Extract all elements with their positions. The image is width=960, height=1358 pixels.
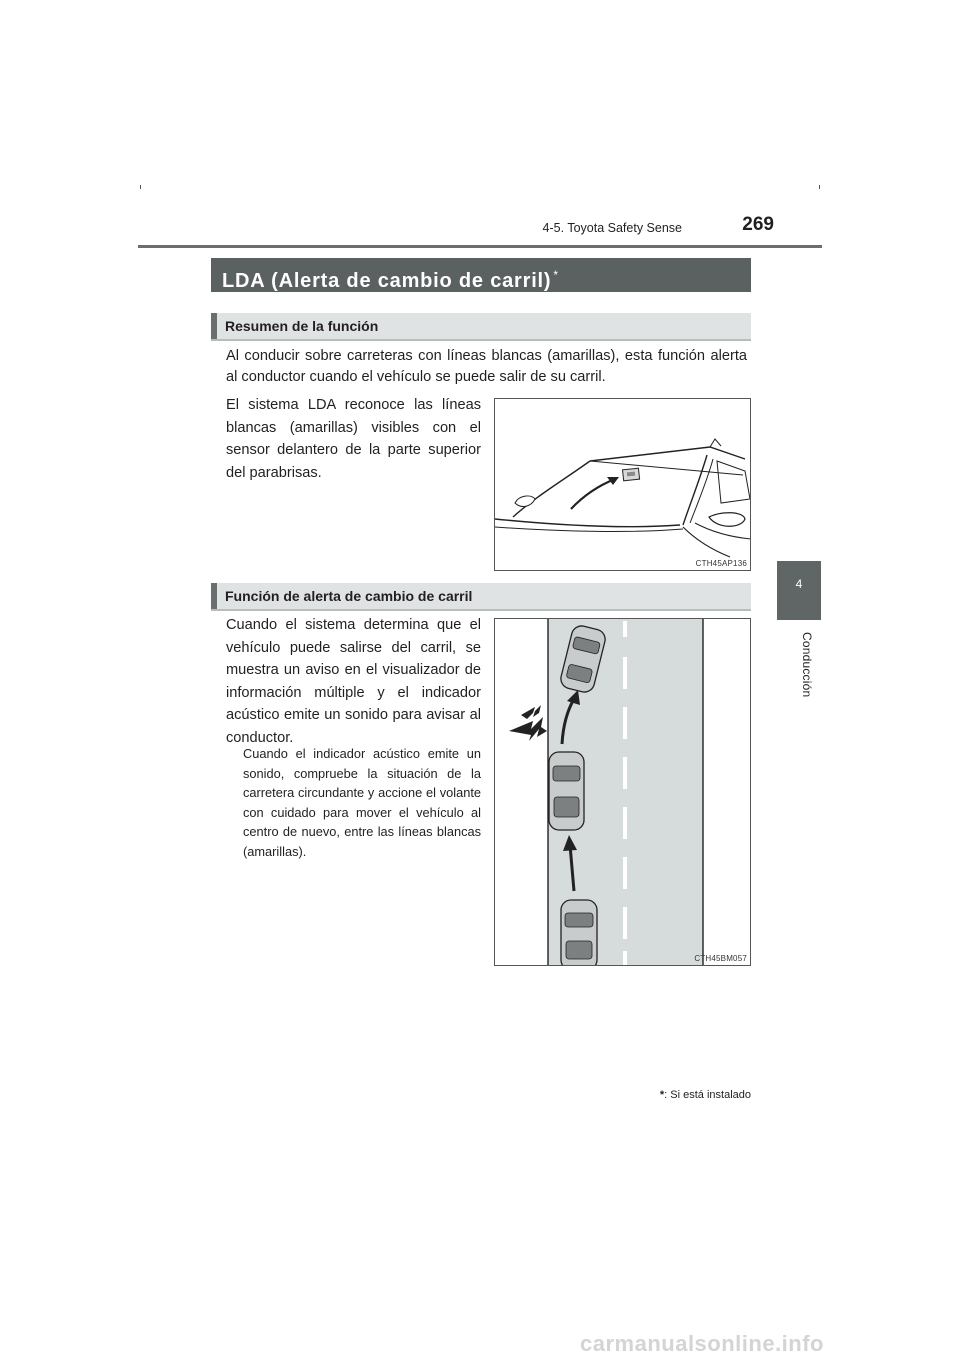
lane-alert-paragraph: Cuando el sistema determina que el vehículo puede salirse del carril, se muestra un aviso en el visualizador de información múltiple y el indicador acústico emite un sonido para avisar al conductor. xyxy=(226,617,481,746)
crop-mark-left xyxy=(140,185,141,189)
page-title xyxy=(222,258,559,292)
subheading-overview-text: Resumen de la función xyxy=(225,318,379,334)
header-rule xyxy=(138,245,822,248)
subheading-marker xyxy=(211,583,217,609)
page-title-text: LDA (Alerta de cambio de carril) xyxy=(222,270,552,292)
fender-line xyxy=(683,527,730,557)
hood-line xyxy=(495,527,683,531)
alert-zigzag-icon xyxy=(509,717,547,741)
lane-alert-note: Cuando el indicador acústico emite un sonido, compruebe la situación de la carretera circundante y accione el volante con cuidado para mover el vehículo al centro de nuevo, entre las líneas blancas (amarillas). xyxy=(243,746,481,859)
windshield-sensor-figure xyxy=(494,398,751,571)
chapter-label: Conducción xyxy=(800,632,814,698)
chapter-number: 4 xyxy=(795,577,803,591)
subheading-marker xyxy=(211,313,217,339)
page-number: 269 xyxy=(742,214,774,235)
side-window xyxy=(717,461,750,503)
windshield-illustration xyxy=(495,399,751,571)
front-sensor-lens xyxy=(627,472,635,477)
a-pillar-inner xyxy=(690,459,713,523)
footnote xyxy=(560,1089,751,1101)
figure-code: CTH45BM057 xyxy=(694,954,747,963)
windshield-bottom-edge xyxy=(495,519,680,527)
header-section-title: 4-5. Toyota Safety Sense xyxy=(542,221,682,235)
left-mirror xyxy=(515,496,535,507)
crop-mark-right xyxy=(819,185,820,189)
sensor-arrow xyxy=(571,479,615,509)
lane-illustration xyxy=(495,619,751,966)
windshield-left-edge xyxy=(513,461,590,517)
lane-departure-figure xyxy=(494,618,751,966)
subheading-overview xyxy=(211,313,751,341)
car-middle xyxy=(549,752,584,830)
roof-line xyxy=(590,447,745,461)
windshield-top-edge xyxy=(590,461,743,475)
overview-paragraph: El sistema LDA reconoce las líneas blancas (amarillas) visibles con el sensor delantero de la parte superior del parabrisas. xyxy=(226,397,481,481)
antenna xyxy=(710,439,721,447)
alert-zigzag-icon-small xyxy=(521,705,541,719)
subheading-lane-departure-alert xyxy=(211,583,751,611)
car-bottom xyxy=(561,900,597,966)
title-asterisk: * xyxy=(553,268,559,282)
figure-code: CTH45AP136 xyxy=(695,559,747,568)
footnote-asterisk: * xyxy=(659,1089,665,1101)
subheading-lane-departure-alert-text: Función de alerta de cambio de carril xyxy=(225,588,473,604)
right-mirror xyxy=(709,513,745,527)
overview-intro: Al conducir sobre carreteras con líneas blancas (amarillas), esta función alerta al conductor cuando el vehículo se puede salir de su carril. xyxy=(226,348,747,385)
footnote-text: : Si está instalado xyxy=(664,1089,751,1101)
a-pillar xyxy=(683,455,707,525)
site-watermark: carmanualsonline.info xyxy=(580,1331,824,1356)
